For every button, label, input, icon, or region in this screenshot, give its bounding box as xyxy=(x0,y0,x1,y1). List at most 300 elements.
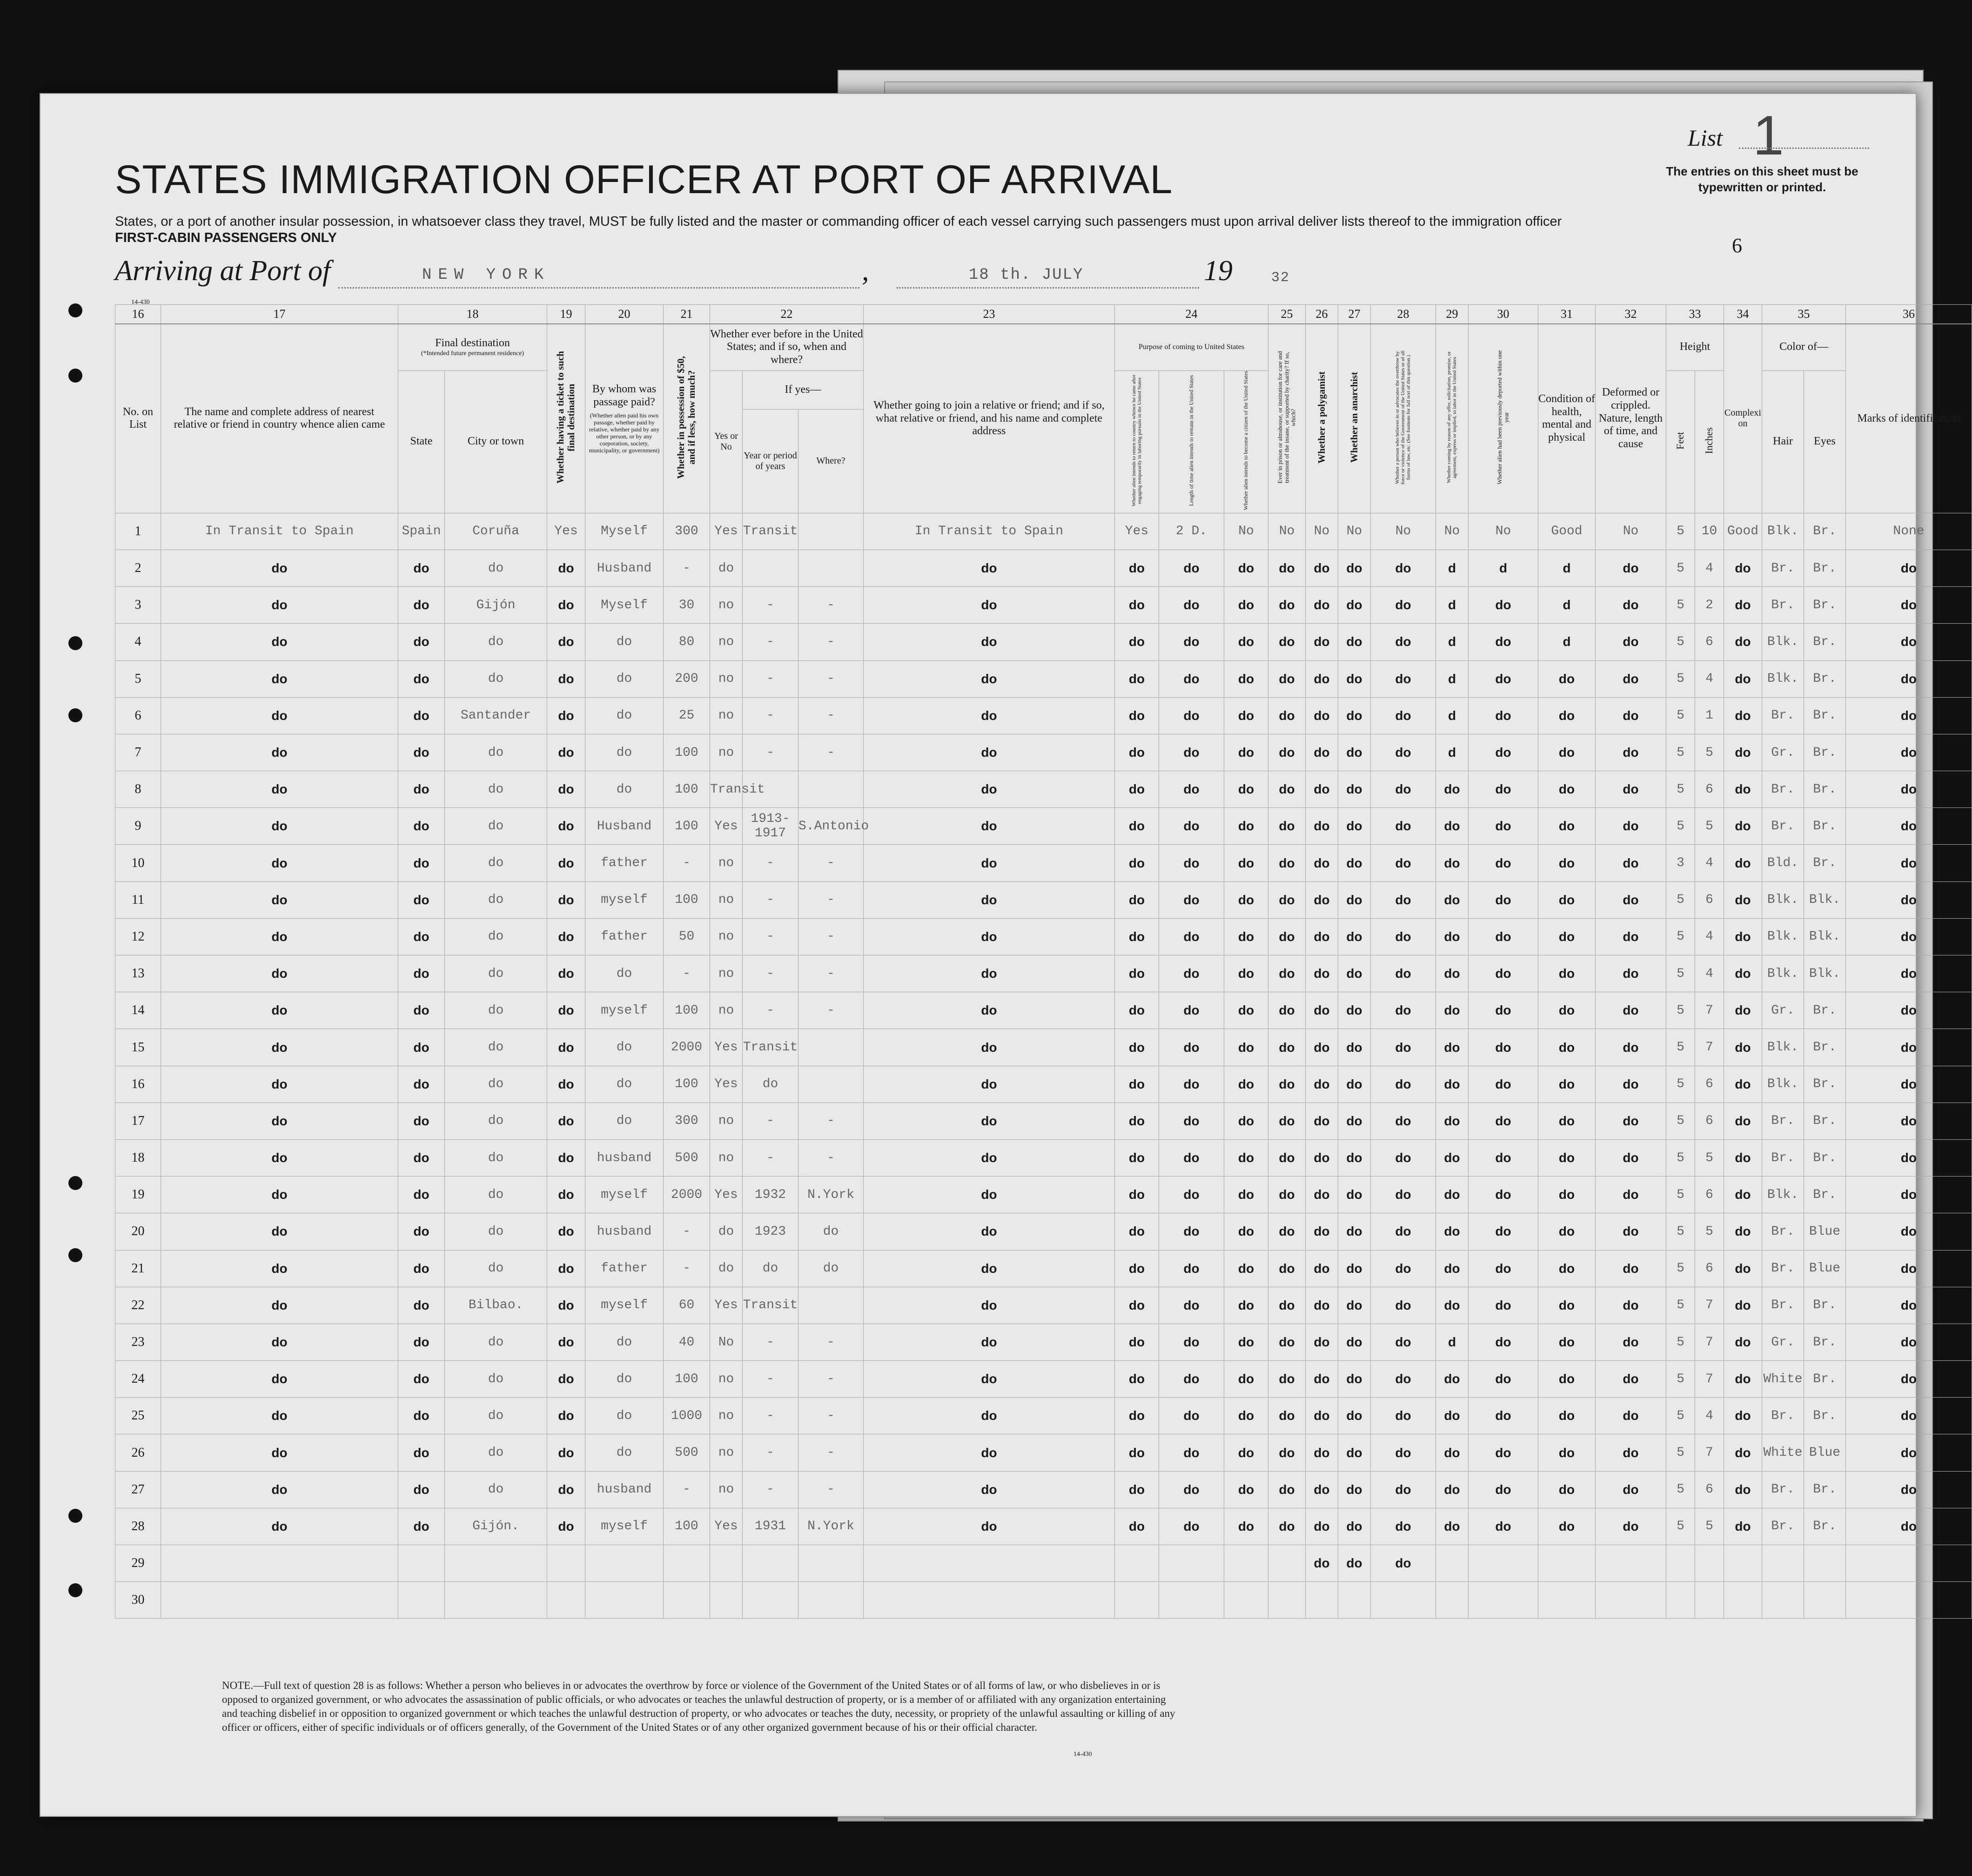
where-cell: do xyxy=(798,1250,864,1287)
feet-cell: 5 xyxy=(1666,697,1695,734)
footnote: NOTE.—Full text of question 28 is as follows: Whether a person who believes in or advocates the overthrow by force or violence of the Government of the United States or of all forms of law, or who disbelieves in or is opposed to organized government, or who advocates the assassination of public officials, or who advocates or teaches the unlawful destruction of property, or is a member of or affiliated with any organization entertaining and teaching disbelief in or opposition to organized government or which teaches the unlawful destruction of property, or who advocates or teaches the duty, necessity, or propriety of the unlawful assaulting or killing of any officer or officers, either of specific individuals or of officers generally, of the Government of the United States or of any other organized government because of his or their official character. xyxy=(222,1680,1175,1733)
health-cell: do xyxy=(1538,992,1596,1029)
overthrow-cell: do xyxy=(1371,1029,1436,1066)
header-marks: Marks of identification xyxy=(1846,324,1972,513)
header-state: State xyxy=(398,370,445,513)
anarchist-cell: do xyxy=(1338,1361,1371,1398)
eyes-cell: Br. xyxy=(1804,1139,1846,1176)
hair-cell: Gr. xyxy=(1762,1324,1804,1360)
hair-cell: Blk. xyxy=(1762,624,1804,660)
deformed-cell: do xyxy=(1596,624,1666,660)
row-number: 6 xyxy=(115,697,161,734)
polygamist-cell xyxy=(1306,1582,1338,1619)
deported-cell: do xyxy=(1469,1250,1538,1287)
health-cell: do xyxy=(1538,660,1596,697)
health-cell: do xyxy=(1538,1324,1596,1360)
table-row xyxy=(115,1361,1972,1398)
deformed-cell: do xyxy=(1596,955,1666,992)
table-row xyxy=(115,624,1972,660)
complexion-cell: do xyxy=(1724,1287,1762,1324)
join-relative-cell: do xyxy=(864,955,1115,992)
polygamist-cell: do xyxy=(1306,808,1338,845)
health-cell: do xyxy=(1538,955,1596,992)
overthrow-cell: do xyxy=(1371,624,1436,660)
ticket-cell: do xyxy=(547,587,585,624)
list-number: 1 xyxy=(1753,104,1784,167)
header-city: City or town xyxy=(445,370,547,513)
year-cell xyxy=(743,550,798,586)
overthrow-cell: do xyxy=(1371,550,1436,586)
state-cell: do xyxy=(398,771,445,808)
health-cell: do xyxy=(1538,1250,1596,1287)
deported-cell: do xyxy=(1469,918,1538,955)
anarchist-cell: No xyxy=(1338,513,1371,550)
purpose-return-cell: do xyxy=(1115,1139,1159,1176)
purpose-length-cell xyxy=(1159,1582,1224,1619)
money-cell: 100 xyxy=(664,734,710,771)
purpose-length-cell: do xyxy=(1159,918,1224,955)
polygamist-cell: do xyxy=(1306,771,1338,808)
purpose-citizen-cell: do xyxy=(1224,1066,1268,1103)
year-cell: 1932 xyxy=(743,1177,798,1213)
health-cell: do xyxy=(1538,1471,1596,1508)
labor-offer-cell: do xyxy=(1436,1066,1469,1103)
purpose-return-cell: do xyxy=(1115,1250,1159,1287)
marks-cell: do xyxy=(1846,955,1972,992)
prison-cell: do xyxy=(1268,1103,1306,1139)
header-deported xyxy=(1469,324,1538,513)
ticket-cell: do xyxy=(547,734,585,771)
money-cell: 100 xyxy=(664,881,710,918)
ticket-cell: do xyxy=(547,550,585,586)
overthrow-cell: do xyxy=(1371,881,1436,918)
join-relative-cell: do xyxy=(864,845,1115,881)
join-relative-cell: do xyxy=(864,918,1115,955)
money-cell: 50 xyxy=(664,918,710,955)
feet-cell: 5 xyxy=(1666,1324,1695,1360)
deported-cell: do xyxy=(1469,808,1538,845)
where-cell: - xyxy=(798,660,864,697)
marks-cell: do xyxy=(1846,1139,1972,1176)
join-relative-cell: do xyxy=(864,1324,1115,1360)
feet-cell: 5 xyxy=(1666,1103,1695,1139)
health-cell: do xyxy=(1538,845,1596,881)
city-cell: Coruña xyxy=(445,513,547,550)
polygamist-cell: do xyxy=(1306,1398,1338,1434)
labor-offer-cell: do xyxy=(1436,1139,1469,1176)
ever-before-cell: Yes xyxy=(710,808,743,845)
col-number: 21 xyxy=(664,305,710,324)
ever-before-cell: do xyxy=(710,1213,743,1250)
ever-before-cell: no xyxy=(710,1434,743,1471)
health-cell: do xyxy=(1538,881,1596,918)
feet-cell: 5 xyxy=(1666,1213,1695,1250)
anarchist-cell: do xyxy=(1338,918,1371,955)
year-cell xyxy=(743,1582,798,1619)
anarchist-cell: do xyxy=(1338,1213,1371,1250)
inches-cell: 10 xyxy=(1695,513,1724,550)
eyes-cell: Br. xyxy=(1804,1361,1846,1398)
where-cell: - xyxy=(798,1324,864,1360)
header-health: Condition of health, mental and physical xyxy=(1538,324,1596,513)
deported-cell: do xyxy=(1469,1139,1538,1176)
city-cell: do xyxy=(445,992,547,1029)
inches-cell xyxy=(1695,1545,1724,1582)
ticket-cell: do xyxy=(547,1139,585,1176)
port-line xyxy=(338,287,859,289)
header-hair: Hair xyxy=(1762,370,1804,513)
purpose-citizen-cell: do xyxy=(1224,1361,1268,1398)
eyes-cell: Blue xyxy=(1804,1250,1846,1287)
passage-paid-cell xyxy=(585,1582,664,1619)
health-cell: do xyxy=(1538,734,1596,771)
anarchist-cell: do xyxy=(1338,587,1371,624)
where-cell: - xyxy=(798,845,864,881)
year-cell: - xyxy=(743,955,798,992)
anarchist-cell: do xyxy=(1338,697,1371,734)
overthrow-cell: do xyxy=(1371,992,1436,1029)
purpose-return-cell: do xyxy=(1115,1324,1159,1360)
polygamist-cell: do xyxy=(1306,1103,1338,1139)
arriving-label: Arriving at Port of xyxy=(115,255,331,287)
manifest-page xyxy=(40,93,1960,1817)
ever-before-cell: No xyxy=(710,1324,743,1360)
where-cell xyxy=(798,1582,864,1619)
prison-cell: do xyxy=(1268,1471,1306,1508)
deported-cell: do xyxy=(1469,1287,1538,1324)
purpose-return-cell: do xyxy=(1115,587,1159,624)
prison-cell: do xyxy=(1268,734,1306,771)
nearest-relative-cell: do xyxy=(161,992,398,1029)
join-relative-cell: In Transit to Spain xyxy=(864,513,1115,550)
complexion-cell: do xyxy=(1724,1103,1762,1139)
purpose-length-cell: do xyxy=(1159,660,1224,697)
purpose-length-cell: do xyxy=(1159,1287,1224,1324)
ticket-cell: do xyxy=(547,771,585,808)
join-relative-cell: do xyxy=(864,734,1115,771)
year-cell: 1913-1917 xyxy=(743,808,798,845)
passage-paid-cell: Husband xyxy=(585,550,664,586)
join-relative-cell: do xyxy=(864,697,1115,734)
money-cell xyxy=(664,1545,710,1582)
prison-cell: do xyxy=(1268,992,1306,1029)
purpose-citizen-cell: do xyxy=(1224,550,1268,586)
passage-paid-cell: do xyxy=(585,955,664,992)
join-relative-cell: do xyxy=(864,881,1115,918)
header-color-of: Color of— xyxy=(1762,324,1846,370)
header-ever-before: Whether ever before in the United States; and if so, when and where? xyxy=(710,324,864,370)
eyes-cell: Br. xyxy=(1804,697,1846,734)
anarchist-cell: do xyxy=(1338,845,1371,881)
purpose-length-cell: do xyxy=(1159,550,1224,586)
where-cell: - xyxy=(798,1139,864,1176)
manifest-table xyxy=(115,304,1972,1619)
col-number: 30 xyxy=(1469,305,1538,324)
purpose-return-cell: do xyxy=(1115,1029,1159,1066)
labor-offer-cell: do xyxy=(1436,1471,1469,1508)
health-cell: do xyxy=(1538,1361,1596,1398)
purpose-length-cell: do xyxy=(1159,1471,1224,1508)
complexion-cell: Good xyxy=(1724,513,1762,550)
health-cell: do xyxy=(1538,918,1596,955)
page-subtitle: States, or a port of another insular possession, in whatsoever class they travel, MUST be fully listed and the master or commanding officer of each vessel carrying such passengers must upon arrival deliver lists thereof to the immigration officer xyxy=(115,214,1562,229)
deformed-cell: do xyxy=(1596,1324,1666,1360)
complexion-cell: do xyxy=(1724,1139,1762,1176)
hair-cell: Br. xyxy=(1762,550,1804,586)
table-row xyxy=(115,771,1972,808)
ticket-cell: do xyxy=(547,1213,585,1250)
ticket-cell: do xyxy=(547,1324,585,1360)
feet-cell: 5 xyxy=(1666,992,1695,1029)
eyes-cell: Br. xyxy=(1804,1508,1846,1545)
hair-cell: White xyxy=(1762,1361,1804,1398)
where-cell: - xyxy=(798,918,864,955)
row-number: 18 xyxy=(115,1139,161,1176)
deformed-cell: do xyxy=(1596,550,1666,586)
labor-offer-cell: do xyxy=(1436,1398,1469,1434)
header-passage-paid xyxy=(585,324,664,513)
deported-cell: do xyxy=(1469,624,1538,660)
deformed-cell: do xyxy=(1596,1508,1666,1545)
city-cell: Gijón xyxy=(445,587,547,624)
ticket-cell: do xyxy=(547,1361,585,1398)
prison-cell: No xyxy=(1268,513,1306,550)
binder-hole xyxy=(68,369,82,383)
ticket-cell: do xyxy=(547,1066,585,1103)
eyes-cell: Br. xyxy=(1804,660,1846,697)
deported-cell: do xyxy=(1469,1324,1538,1360)
eyes-cell: Br. xyxy=(1804,1103,1846,1139)
marks-cell: do xyxy=(1846,1508,1972,1545)
feet-cell: 5 xyxy=(1666,660,1695,697)
hair-cell: Blk. xyxy=(1762,1029,1804,1066)
col-number: 29 xyxy=(1436,305,1469,324)
anarchist-cell: do xyxy=(1338,881,1371,918)
eyes-cell xyxy=(1804,1545,1846,1582)
row-number: 28 xyxy=(115,1508,161,1545)
city-cell: do xyxy=(445,734,547,771)
labor-offer-cell: do xyxy=(1436,1508,1469,1545)
labor-offer-cell: do xyxy=(1436,1103,1469,1139)
deformed-cell: do xyxy=(1596,1066,1666,1103)
header-join-relative: Whether going to join a relative or friend; and if so, what relative or friend, and his name and complete address xyxy=(864,324,1115,513)
overthrow-cell: do xyxy=(1371,1398,1436,1434)
feet-cell: 5 xyxy=(1666,1066,1695,1103)
purpose-length-cell: do xyxy=(1159,587,1224,624)
marks-cell: do xyxy=(1846,1398,1972,1434)
ticket-cell: do xyxy=(547,1508,585,1545)
ever-before-cell: no xyxy=(710,1361,743,1398)
purpose-citizen-cell: do xyxy=(1224,1029,1268,1066)
purpose-return-cell: do xyxy=(1115,1434,1159,1471)
eyes-cell: Br. xyxy=(1804,587,1846,624)
deported-cell: do xyxy=(1469,1471,1538,1508)
money-cell: 500 xyxy=(664,1434,710,1471)
purpose-return-cell: do xyxy=(1115,1177,1159,1213)
complexion-cell xyxy=(1724,1545,1762,1582)
eyes-cell: Br. xyxy=(1804,550,1846,586)
passage-paid-cell: do xyxy=(585,697,664,734)
marks-cell: do xyxy=(1846,992,1972,1029)
labor-offer-cell: d xyxy=(1436,697,1469,734)
purpose-length-cell: do xyxy=(1159,1139,1224,1176)
nearest-relative-cell xyxy=(161,1545,398,1582)
feet-cell: 5 xyxy=(1666,1434,1695,1471)
inches-cell: 4 xyxy=(1695,550,1724,586)
ticket-cell: do xyxy=(547,660,585,697)
purpose-citizen-cell: do xyxy=(1224,1139,1268,1176)
join-relative-cell: do xyxy=(864,1398,1115,1434)
city-cell: do xyxy=(445,550,547,586)
nearest-relative-cell: do xyxy=(161,1324,398,1360)
money-cell: 25 xyxy=(664,697,710,734)
where-cell: do xyxy=(798,1213,864,1250)
state-cell: Spain xyxy=(398,513,445,550)
state-cell: do xyxy=(398,1471,445,1508)
nearest-relative-cell: do xyxy=(161,1250,398,1287)
marks-cell: do xyxy=(1846,624,1972,660)
row-number: 26 xyxy=(115,1434,161,1471)
city-cell: do xyxy=(445,1471,547,1508)
labor-offer-cell: do xyxy=(1436,918,1469,955)
purpose-length-cell: do xyxy=(1159,1434,1224,1471)
marks-cell: do xyxy=(1846,660,1972,697)
anarchist-cell: do xyxy=(1338,1434,1371,1471)
labor-offer-cell: do xyxy=(1436,1250,1469,1287)
table-row xyxy=(115,697,1972,734)
prison-cell: do xyxy=(1268,1508,1306,1545)
header-no-on-list: No. on List xyxy=(115,324,161,513)
purpose-length-cell: do xyxy=(1159,1250,1224,1287)
anarchist-cell: do xyxy=(1338,1471,1371,1508)
complexion-cell: do xyxy=(1724,1361,1762,1398)
money-cell: 60 xyxy=(664,1287,710,1324)
deformed-cell: do xyxy=(1596,845,1666,881)
join-relative-cell: do xyxy=(864,1434,1115,1471)
nearest-relative-cell xyxy=(161,1582,398,1619)
health-cell: do xyxy=(1538,1398,1596,1434)
ticket-cell: do xyxy=(547,808,585,845)
eyes-cell: Br. xyxy=(1804,992,1846,1029)
deformed-cell: do xyxy=(1596,1029,1666,1066)
header-nearest-relative: The name and complete address of nearest relative or friend in country whence alien came xyxy=(161,324,398,513)
nearest-relative-cell: do xyxy=(161,1177,398,1213)
marks-cell: do xyxy=(1846,1066,1972,1103)
inches-cell: 4 xyxy=(1695,918,1724,955)
purpose-citizen-cell: do xyxy=(1224,734,1268,771)
deported-cell: d xyxy=(1469,550,1538,586)
col-number: 24 xyxy=(1115,305,1268,324)
polygamist-cell: do xyxy=(1306,955,1338,992)
overthrow-cell: do xyxy=(1371,955,1436,992)
ever-before-cell: no xyxy=(710,918,743,955)
overthrow-cell: do xyxy=(1371,1287,1436,1324)
ticket-cell: do xyxy=(547,697,585,734)
anarchist-cell: do xyxy=(1338,1324,1371,1360)
deported-cell: do xyxy=(1469,992,1538,1029)
marks-cell: do xyxy=(1846,881,1972,918)
health-cell: do xyxy=(1538,1103,1596,1139)
purpose-return-cell: do xyxy=(1115,550,1159,586)
anarchist-cell: do xyxy=(1338,1287,1371,1324)
nearest-relative-cell: do xyxy=(161,771,398,808)
city-cell: do xyxy=(445,1139,547,1176)
city-cell: do xyxy=(445,624,547,660)
deported-cell: do xyxy=(1469,734,1538,771)
overthrow-cell: do xyxy=(1371,918,1436,955)
header-final-destination-note: (*Intended future permanent residence) xyxy=(421,350,524,357)
purpose-return-cell: Yes xyxy=(1115,513,1159,550)
complexion-cell: do xyxy=(1724,808,1762,845)
year-cell: - xyxy=(743,992,798,1029)
join-relative-cell: do xyxy=(864,550,1115,586)
ticket-cell: do xyxy=(547,1103,585,1139)
complexion-cell: do xyxy=(1724,1434,1762,1471)
where-cell: N.York xyxy=(798,1177,864,1213)
anarchist-cell: do xyxy=(1338,550,1371,586)
anarchist-cell: do xyxy=(1338,1398,1371,1434)
hair-cell: Br. xyxy=(1762,1139,1804,1176)
polygamist-cell: do xyxy=(1306,918,1338,955)
row-number: 24 xyxy=(115,1361,161,1398)
eyes-cell: Br. xyxy=(1804,1471,1846,1508)
polygamist-cell: do xyxy=(1306,550,1338,586)
table-row xyxy=(115,881,1972,918)
inches-cell: 6 xyxy=(1695,624,1724,660)
deformed-cell: do xyxy=(1596,1103,1666,1139)
state-cell: do xyxy=(398,1029,445,1066)
hair-cell: Blk. xyxy=(1762,918,1804,955)
purpose-citizen-cell: do xyxy=(1224,808,1268,845)
join-relative-cell: do xyxy=(864,1508,1115,1545)
header-yes-no: Yes or No xyxy=(710,370,743,513)
port-name: NEW YORK xyxy=(422,266,550,284)
row-number: 15 xyxy=(115,1029,161,1066)
ticket-cell: do xyxy=(547,845,585,881)
form-code: 14-430 xyxy=(131,299,150,306)
deported-cell: do xyxy=(1469,697,1538,734)
header-year: Year or period of years xyxy=(743,410,798,513)
eyes-cell: Br. xyxy=(1804,734,1846,771)
money-cell: 100 xyxy=(664,771,710,808)
inches-cell: 2 xyxy=(1695,587,1724,624)
where-cell xyxy=(798,550,864,586)
table-row xyxy=(115,1177,1972,1213)
anarchist-cell: do xyxy=(1338,734,1371,771)
nearest-relative-cell: do xyxy=(161,1287,398,1324)
purpose-length-cell: do xyxy=(1159,771,1224,808)
polygamist-cell: do xyxy=(1306,734,1338,771)
purpose-return-cell: do xyxy=(1115,992,1159,1029)
prison-cell: do xyxy=(1268,1434,1306,1471)
where-cell xyxy=(798,771,864,808)
state-cell: do xyxy=(398,550,445,586)
purpose-return-cell: do xyxy=(1115,808,1159,845)
table-row xyxy=(115,1434,1972,1471)
ticket-cell: do xyxy=(547,1398,585,1434)
row-number: 13 xyxy=(115,955,161,992)
header-anarchist xyxy=(1338,324,1371,513)
where-cell: - xyxy=(798,992,864,1029)
ticket-cell: do xyxy=(547,1029,585,1066)
complexion-cell: do xyxy=(1724,1066,1762,1103)
overthrow-cell: do xyxy=(1371,1508,1436,1545)
header-purpose-length xyxy=(1159,370,1224,513)
purpose-citizen-cell xyxy=(1224,1545,1268,1582)
deformed-cell: do xyxy=(1596,992,1666,1029)
health-cell: Good xyxy=(1538,513,1596,550)
nearest-relative-cell: do xyxy=(161,1066,398,1103)
